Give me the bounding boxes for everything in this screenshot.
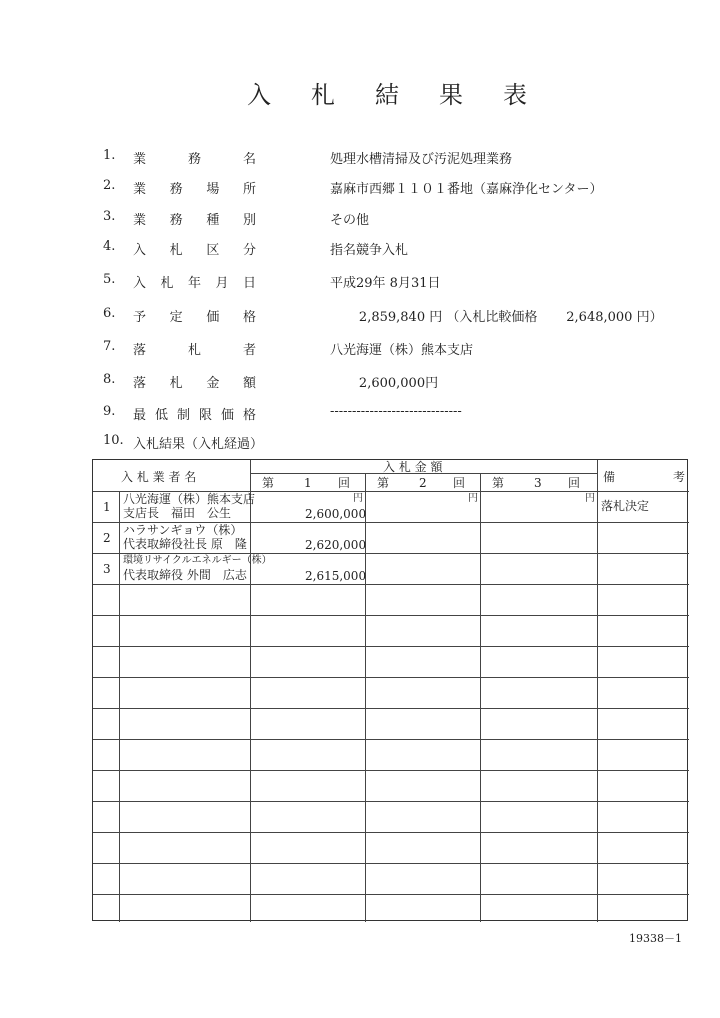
item-label-char: 定: [169, 310, 183, 325]
bidder-name: 八光海運（株）熊本支店: [123, 492, 256, 506]
item-label-char: 金: [206, 376, 220, 391]
item-label-char: 価: [206, 310, 220, 325]
title-char: 果: [439, 81, 463, 109]
item-label-char: 落: [133, 376, 147, 391]
bid-amount-round-1: 2,600,000: [305, 507, 367, 521]
grid-vline: [480, 473, 481, 922]
item-value: 2,859,840 円 （入札比較価格 2,648,000 円）: [330, 310, 663, 325]
title-char: 札: [311, 81, 335, 109]
item-label-char: 所: [243, 182, 257, 197]
bidder-representative: 代表取締役 外間 広志: [123, 568, 247, 582]
item-number: 3.: [103, 209, 116, 224]
item-label-char: 価: [221, 408, 235, 423]
item-label-char: 分: [243, 243, 257, 258]
grid-hline: [93, 894, 689, 895]
item-label-char: 限: [199, 408, 213, 423]
item-value: その他: [330, 213, 370, 228]
item-label-char: 最: [133, 408, 147, 423]
grid-vline: [119, 491, 120, 922]
item-label-char: 格: [243, 310, 257, 325]
item-number: 7.: [103, 339, 116, 354]
title-char: 結: [375, 81, 399, 109]
bidder-name: 環境リサイクルエネルギー（株）: [123, 555, 272, 566]
header-remarks: 考: [673, 470, 686, 484]
grid-hline: [93, 832, 689, 833]
item-label-char: 札: [188, 343, 202, 358]
grid-hline: [93, 708, 689, 709]
round-label: 第: [262, 476, 275, 490]
item-label-char: 者: [243, 343, 257, 358]
item-value: 指名競争入札: [330, 243, 409, 258]
item-label-char: 区: [206, 243, 220, 258]
item-value: 嘉麻市西郷１１０１番地（嘉麻浄化センター）: [330, 182, 603, 197]
item-label-char: 日: [243, 276, 257, 291]
grid-hline: [93, 863, 689, 864]
remarks: 落札決定: [601, 499, 650, 513]
bidder-name: ハラサンギョウ（株）: [123, 523, 243, 537]
item-label-char: 入: [133, 276, 147, 291]
round-label: 回: [568, 476, 581, 490]
yen-unit: 円: [468, 493, 478, 504]
item-label-char: 務: [188, 152, 202, 167]
grid-hline: [93, 739, 689, 740]
item-number: 5.: [103, 272, 116, 287]
item-label-char: 務: [169, 213, 183, 228]
item-label-char: 落: [133, 343, 147, 358]
title-char: 表: [503, 81, 527, 109]
round-number: 1: [304, 476, 312, 490]
bidder-representative: 支店長 福田 公生: [123, 506, 232, 520]
item-label-char: 入: [133, 243, 147, 258]
bid-amount-round-1: 2,620,000: [305, 538, 367, 552]
bid-results-table: [92, 459, 688, 921]
item-label-char: 場: [206, 182, 220, 197]
item-value: ------------------------------: [330, 404, 462, 419]
grid-hline: [93, 646, 689, 647]
round-label: 第: [377, 476, 390, 490]
item-number: 2.: [103, 178, 116, 193]
item-value: 平成29年 8月31日: [330, 276, 441, 291]
grid-hline: [93, 615, 689, 616]
round-label: 第: [492, 476, 505, 490]
item-label-char: 業: [133, 182, 147, 197]
bidder-representative: 代表取締役社長 原 隆: [123, 537, 247, 551]
item-label-char: 札: [160, 276, 174, 291]
yen-unit: 円: [353, 493, 363, 504]
item-label-char: 務: [169, 182, 183, 197]
item-label-char: 名: [243, 152, 257, 167]
item-value: 2,600,000円: [330, 376, 439, 391]
item-label-char: 札: [169, 376, 183, 391]
item-label-char: 業: [133, 152, 147, 167]
item-number: 1.: [103, 148, 116, 163]
item-label-char: 制: [177, 408, 191, 423]
item-label-char: 業: [133, 213, 147, 228]
grid-hline: [93, 801, 689, 802]
round-label: 回: [338, 476, 351, 490]
item-label-char: 別: [243, 213, 257, 228]
header-remarks: 備: [603, 470, 616, 484]
round-number: 3: [534, 476, 542, 490]
item-label-char: 予: [133, 310, 147, 325]
item-label-char: 種: [206, 213, 220, 228]
row-number: 3: [103, 562, 111, 576]
item-number: 4.: [103, 239, 116, 254]
page-title: [0, 80, 720, 110]
grid-hline: [93, 584, 689, 585]
grid-hline: [93, 770, 689, 771]
item-number: 6.: [103, 306, 116, 321]
header-bidder-name: 入 札 業 者 名: [121, 470, 197, 484]
row-number: 1: [103, 500, 111, 514]
item-label-char: 札: [169, 243, 183, 258]
item-label-char: 格: [243, 408, 257, 423]
item-label-char: 額: [243, 376, 257, 391]
grid-vline: [597, 460, 598, 922]
bid-amount-round-1: 2,615,000: [305, 569, 367, 583]
item-number: 8.: [103, 372, 116, 387]
yen-unit: 円: [585, 493, 595, 504]
title-char: 入: [247, 81, 271, 109]
item-label-char: 年: [188, 276, 202, 291]
round-number: 2: [419, 476, 427, 490]
grid-hline: [93, 677, 689, 678]
item-value: 処理水槽清掃及び汚泥処理業務: [330, 152, 513, 167]
row-number: 2: [103, 531, 111, 545]
item-label-char: 月: [215, 276, 229, 291]
item-number: 9.: [103, 404, 116, 419]
item-number: 10.: [103, 433, 124, 448]
item-label-char: 低: [155, 408, 169, 423]
item-value: 八光海運（株）熊本支店: [330, 343, 474, 358]
document-number: 19338－1: [629, 932, 682, 945]
round-label: 回: [453, 476, 466, 490]
item-label: 入札結果（入札経過）: [133, 437, 264, 452]
grid-vline: [250, 460, 251, 922]
header-bid-amount: 入 札 金 額: [383, 460, 443, 474]
